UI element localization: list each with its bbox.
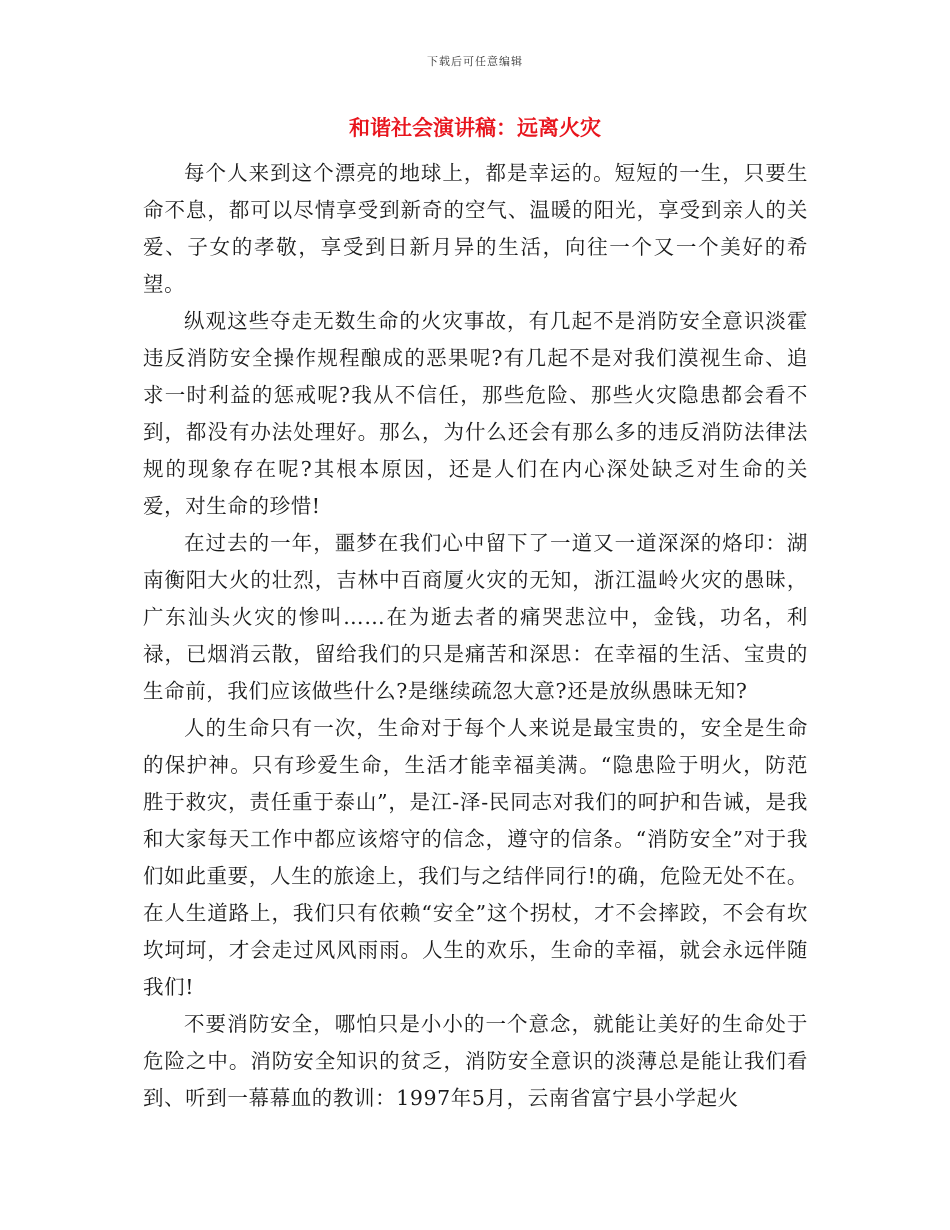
paragraph: 不要消防安全，哪怕只是小小的一个意念，就能让美好的生命处于危险之中。消防安全知识的贫乏，消防安全意识的淡薄总是能让我们看到、听到一幕幕血的教训：1997年5月，云南省富宁县小学起火 xyxy=(143,1012,808,1110)
paragraph: 纵观这些夺走无数生命的火灾事故，有几起不是消防安全意识淡霍违反消防安全操作规程酿成的恶果呢?有几起不是对我们漠视生命、追求一时利益的惩戒呢?我从不信任，那些危险、那些火灾隐患都会看不到，都没有办法处理好。那么，为什么还会有那么多的违反消防法律法规的现象存在呢?其根本原因，还是人们在内心深处缺乏对生命的关爱，对生命的珍惜! xyxy=(143,309,808,518)
header-note: 下载后可任意编辑 xyxy=(427,55,523,68)
paragraph: 人的生命只有一次，生命对于每个人来说是最宝贵的，安全是生命的保护神。只有珍爱生命，生活才能幸福美满。“隐患险于明火，防范胜于救灾，责任重于泰山”，是江-泽-民同志对我们的呵护和告诫，是我和大家每天工作中都应该熔守的信念，遵守的信条。“消防安全”对于我们如此重要，人生的旅途上，我们与之结伴同行!的确，危险无处不在。在人生道路上，我们只有依赖“安全”这个拐杖，才不会摔跤，不会有坎坎坷坷，才会走过风风雨雨。人生的欢乐，生命的幸福，就会永远伴随我们! xyxy=(143,716,808,999)
document-body xyxy=(143,155,808,1117)
document-title: 和谐社会演讲稿：远离火灾 xyxy=(349,116,601,140)
paragraph: 在过去的一年，噩梦在我们心中留下了一道又一道深深的烙印：湖南衡阳大火的壮烈，吉林中百商厦火灾的无知，浙江温岭火灾的愚昧，广东汕头火灾的惨叫……在为逝去者的痛哭悲泣中，金钱，功名，利禄，已烟消云散，留给我们的只是痛苦和深思：在幸福的生活、宝贵的生命前，我们应该做些什么?是继续疏忽大意?还是放纵愚昧无知? xyxy=(143,531,808,703)
paragraph: 每个人来到这个漂亮的地球上，都是幸运的。短短的一生，只要生命不息，都可以尽情享受到新奇的空气、温暖的阳光，享受到亲人的关爱、子女的孝敬，享受到日新月异的生活，向往一个又一个美好的希望。 xyxy=(143,161,808,296)
